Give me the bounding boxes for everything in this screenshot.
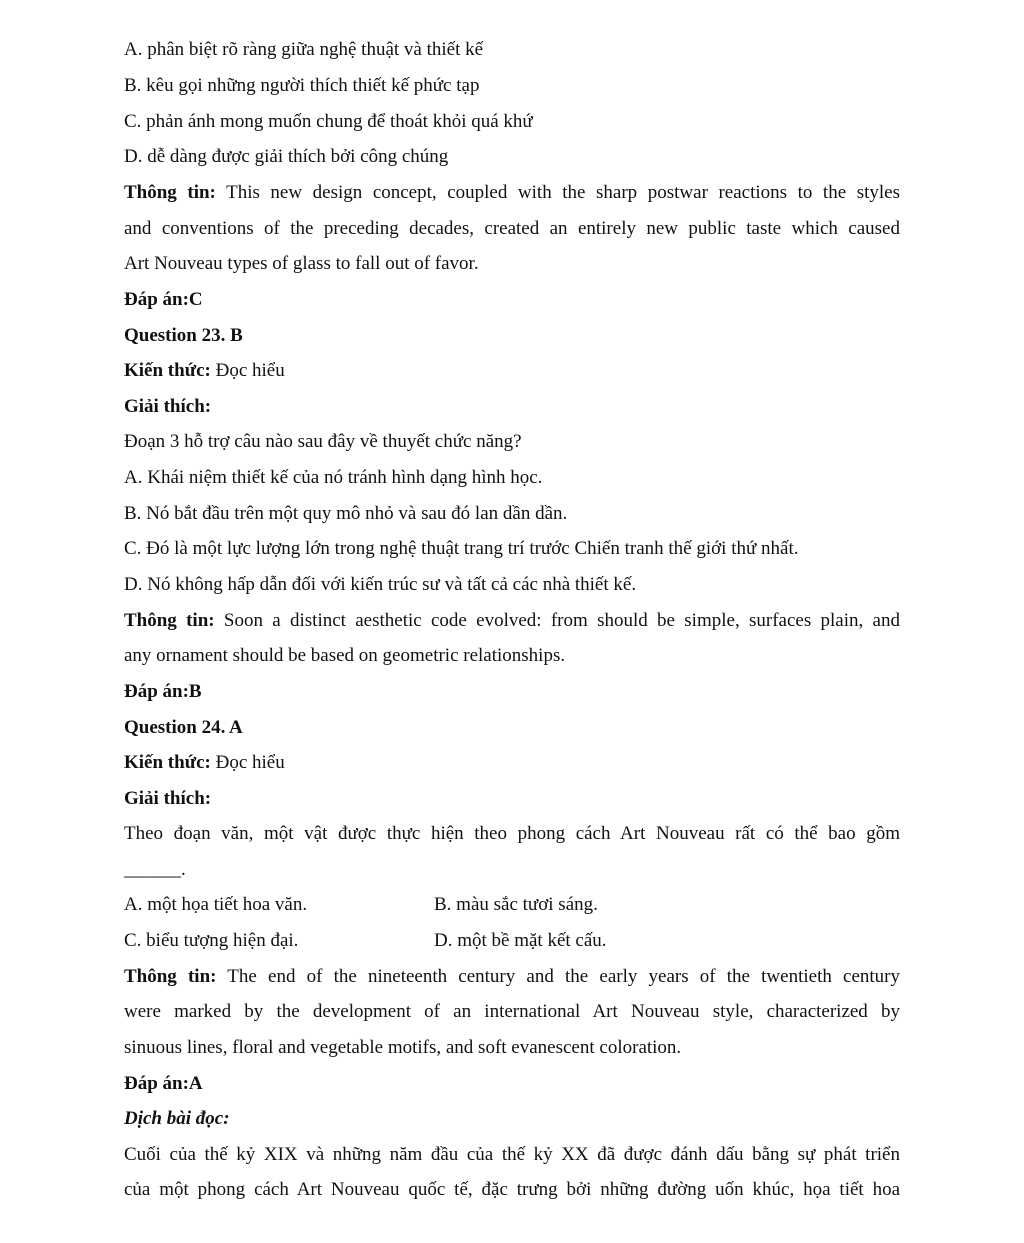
q22-option-c: C. phản ánh mong muốn chung để thoát khỏi quá khứ bbox=[124, 111, 533, 132]
q22-info-text-2: and conventions of the preceding decades, created an entirely new public taste which caused bbox=[124, 218, 900, 239]
q24-question-2: ______. bbox=[124, 859, 186, 880]
q22-info-text-3: Art Nouveau types of glass to fall out of favor. bbox=[124, 253, 479, 274]
q24-question-1: Theo đoạn văn, một vật được thực hiện theo phong cách Art Nouveau rất có thể bao gồm bbox=[124, 823, 900, 844]
translation-line-1: Cuối của thế kỷ XIX và những năm đầu của thế kỷ XX đã được đánh dấu bằng sự phát triển bbox=[124, 1144, 900, 1165]
q24-options-row-1 bbox=[124, 893, 900, 917]
q23-option-b: B. Nó bắt đầu trên một quy mô nhỏ và sau đó lan dần dần. bbox=[124, 503, 568, 524]
q23-info-text-1: Soon a distinct aesthetic code evolved: from should be simple, surfaces plain, and bbox=[214, 610, 900, 631]
q22-info-text-1: This new design concept, coupled with the sharp postwar reactions to the styles bbox=[215, 182, 900, 203]
q23-info-label: Thông tin: bbox=[124, 610, 215, 631]
q23-answer: Đáp án:B bbox=[124, 681, 202, 702]
q24-option-b: B. màu sắc tươi sáng. bbox=[434, 894, 598, 915]
q23-info-text-2: any ornament should be based on geometric relationships. bbox=[124, 645, 566, 666]
q24-option-c: C. biểu tượng hiện đại. bbox=[124, 930, 299, 951]
q22-info-line bbox=[124, 181, 900, 205]
q24-info-text-2: were marked by the development of an international Art Nouveau style, characterized by bbox=[124, 1001, 900, 1022]
q24-options-row-2 bbox=[124, 929, 900, 953]
q23-knowledge-label: Kiến thức: bbox=[124, 360, 211, 381]
q24-option-d: D. một bề mặt kết cấu. bbox=[434, 930, 607, 951]
q24-info-text-1: The end of the nineteenth century and the early years of the twentieth century bbox=[216, 966, 900, 987]
q24-knowledge-value: Đọc hiểu bbox=[210, 752, 285, 773]
q24-info-line bbox=[124, 965, 900, 989]
q24-heading: Question 24. A bbox=[124, 717, 243, 738]
q23-option-a: A. Khái niệm thiết kế của nó tránh hình dạng hình học. bbox=[124, 467, 543, 488]
q23-heading: Question 23. B bbox=[124, 325, 243, 346]
q23-option-d: D. Nó không hấp dẫn đối với kiến trúc sư và tất cả các nhà thiết kế. bbox=[124, 574, 637, 595]
q22-option-a: A. phân biệt rõ ràng giữa nghệ thuật và thiết kế bbox=[124, 39, 484, 60]
q24-info-label: Thông tin: bbox=[124, 966, 217, 987]
q23-knowledge bbox=[124, 359, 900, 383]
q24-answer: Đáp án:A bbox=[124, 1073, 203, 1094]
q22-option-b: B. kêu gọi những người thích thiết kế phức tạp bbox=[124, 75, 480, 96]
translation-line-2: của một phong cách Art Nouveau quốc tế, đặc trưng bởi những đường uốn khúc, họa tiết hoa bbox=[124, 1179, 900, 1200]
q22-option-d: D. dễ dàng được giải thích bởi công chúng bbox=[124, 146, 449, 167]
translation-heading: Dịch bài đọc: bbox=[124, 1108, 230, 1129]
q24-knowledge bbox=[124, 751, 900, 775]
q22-info-label: Thông tin: bbox=[124, 182, 216, 203]
q24-option-a: A. một họa tiết hoa văn. bbox=[124, 894, 308, 915]
q23-explain-label: Giải thích: bbox=[124, 396, 212, 417]
q22-answer: Đáp án:C bbox=[124, 289, 203, 310]
q24-knowledge-label: Kiến thức: bbox=[124, 752, 211, 773]
q24-info-text-3: sinuous lines, floral and vegetable motifs, and soft evanescent coloration. bbox=[124, 1037, 682, 1058]
q24-explain-label: Giải thích: bbox=[124, 788, 212, 809]
q23-question: Đoạn 3 hỗ trợ câu nào sau đây về thuyết chức năng? bbox=[124, 431, 522, 452]
q23-info-line bbox=[124, 609, 900, 633]
q23-option-c: C. Đó là một lực lượng lớn trong nghệ thuật trang trí trước Chiến tranh thế giới thứ nhất. bbox=[124, 538, 799, 559]
q23-knowledge-value: Đọc hiểu bbox=[210, 360, 285, 381]
